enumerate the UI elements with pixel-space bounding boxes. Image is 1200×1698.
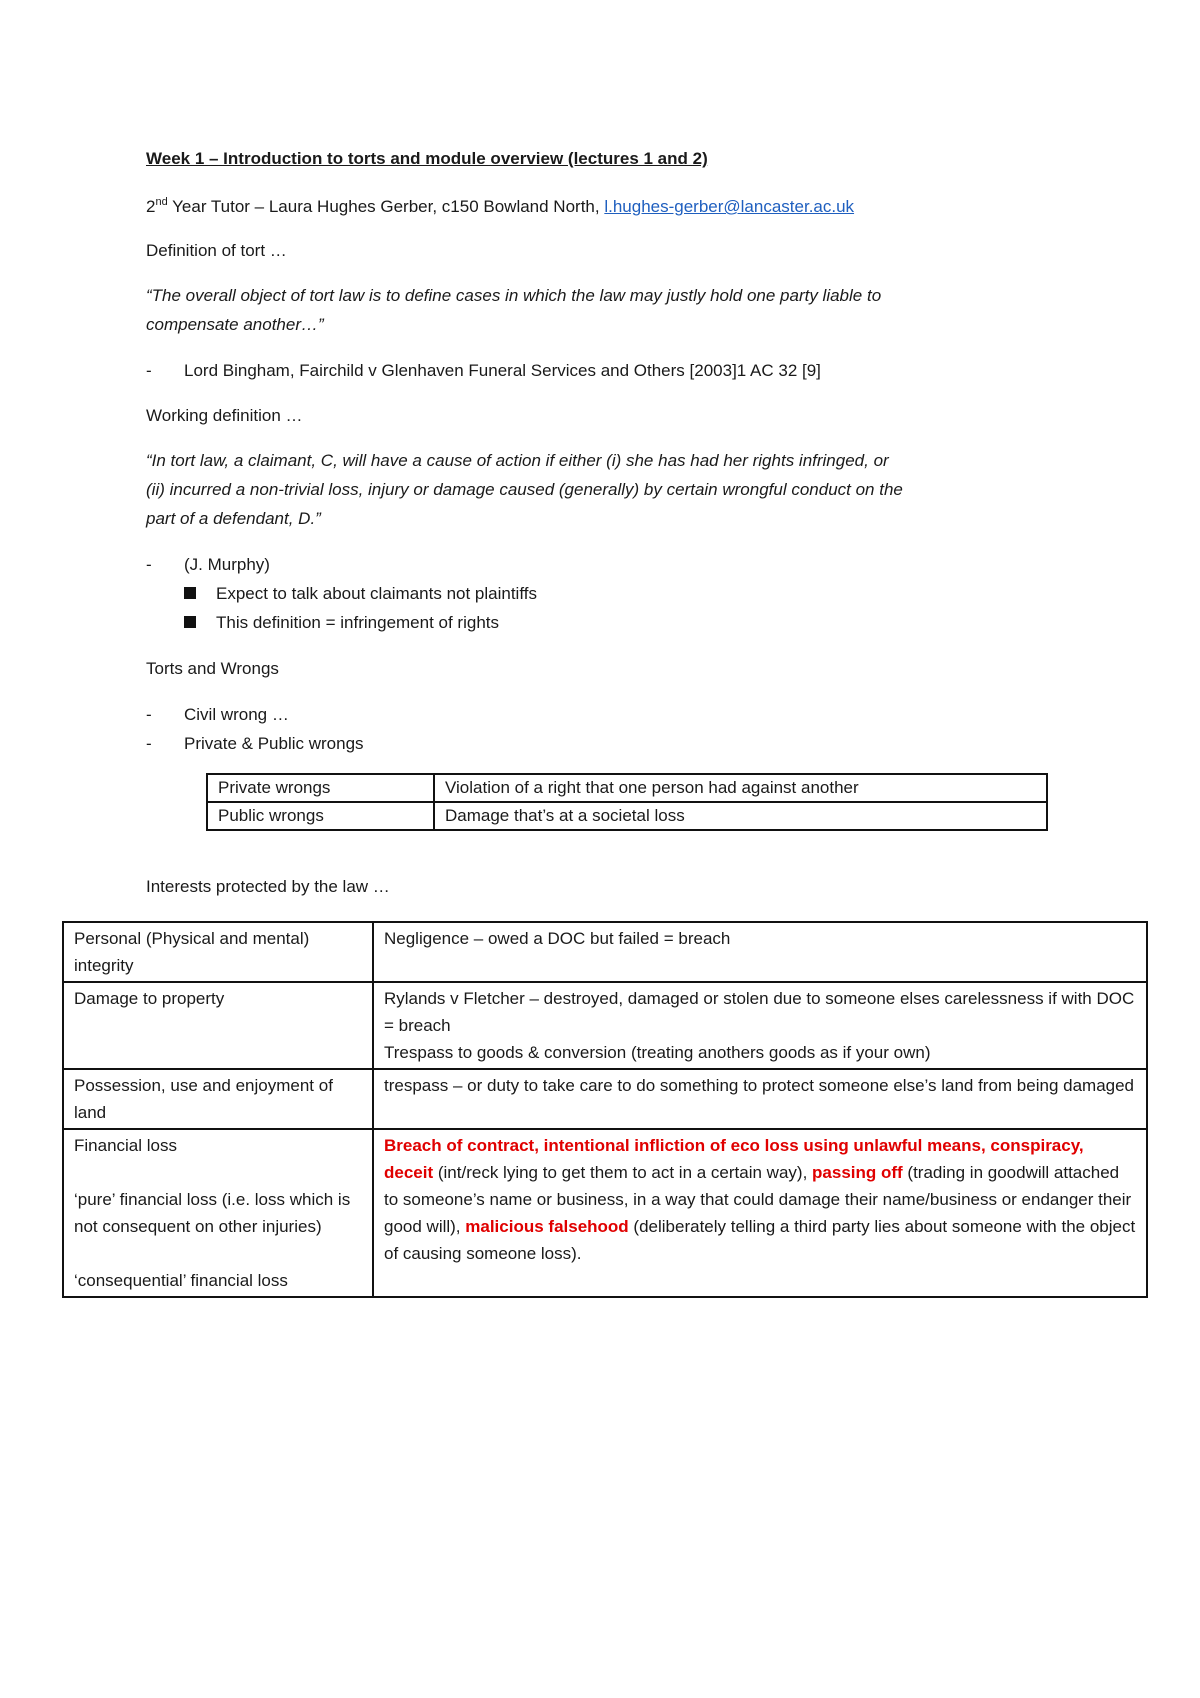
table-row bbox=[63, 1129, 1147, 1297]
quote2-line1: “In tort law, a claimant, C, will have a cause of action if either (i) she has had her rights infringed, or bbox=[146, 451, 889, 470]
table-cell: Damage that’s at a societal loss bbox=[434, 802, 1047, 830]
dash-marker: - bbox=[146, 555, 152, 574]
table-row bbox=[63, 982, 1147, 1069]
wrongs-list-text: Private & Public wrongs bbox=[184, 734, 364, 753]
table-row bbox=[207, 802, 1047, 830]
cell-paragraph: ‘consequential’ financial loss bbox=[74, 1271, 288, 1290]
wrongs-list-item bbox=[146, 704, 289, 726]
quote2-source-text: (J. Murphy) bbox=[184, 555, 270, 574]
quote1-line2: compensate another…” bbox=[146, 315, 324, 334]
table-row bbox=[63, 922, 1147, 982]
torts-wrongs-label: Torts and Wrongs bbox=[146, 659, 279, 678]
cell-paragraph: Trespass to goods & conversion (treating anothers goods as if your own) bbox=[384, 1043, 931, 1062]
table-cell: Violation of a right that one person had against another bbox=[434, 774, 1047, 802]
cell-paragraph: Financial loss bbox=[74, 1136, 177, 1155]
dash-marker: - bbox=[146, 705, 152, 724]
dash-marker: - bbox=[146, 361, 152, 380]
spacer bbox=[74, 1159, 362, 1186]
tutor-details: Year Tutor – Laura Hughes Gerber, c150 Bowland North, bbox=[167, 197, 605, 216]
wrongs-list-text: Civil wrong … bbox=[184, 705, 289, 724]
note-text: Expect to talk about claimants not plaintiffs bbox=[216, 584, 537, 603]
quote1-source bbox=[146, 360, 821, 382]
cell-paragraph: Rylands v Fletcher – destroyed, damaged or stolen due to someone elses carelessness if with DOC = breach bbox=[384, 989, 1135, 1035]
quote2-line3: part of a defendant, D.” bbox=[146, 509, 321, 528]
tutor-ordinal-suffix: nd bbox=[155, 196, 168, 208]
quote1-line1: “The overall object of tort law is to define cases in which the law may justly hold one party liable to bbox=[146, 286, 882, 305]
table-cell bbox=[63, 1129, 373, 1297]
table-cell: Damage to property bbox=[63, 982, 373, 1069]
wrongs-list-item bbox=[146, 733, 364, 755]
table-cell: Public wrongs bbox=[207, 802, 434, 830]
tutor-line bbox=[146, 196, 854, 218]
table-cell: Possession, use and enjoyment of land bbox=[63, 1069, 373, 1129]
cell-text: (int/reck lying to get them to act in a certain way), bbox=[433, 1163, 813, 1182]
note-text: This definition = infringement of rights bbox=[216, 613, 500, 632]
square-bullet-icon bbox=[184, 616, 196, 628]
tutor-email-link[interactable]: l.hughes-gerber@lancaster.ac.uk bbox=[604, 197, 855, 216]
highlighted-tort: malicious falsehood bbox=[465, 1217, 629, 1236]
dash-marker: - bbox=[146, 734, 152, 753]
quote1-source-text: Lord Bingham, Fairchild v Glenhaven Funeral Services and Others [2003]1 AC 32 [9] bbox=[184, 361, 821, 380]
table-cell: Personal (Physical and mental) integrity bbox=[63, 922, 373, 982]
table-cell: Private wrongs bbox=[207, 774, 434, 802]
square-bullet-icon bbox=[184, 587, 196, 599]
table-row bbox=[63, 1069, 1147, 1129]
spacer bbox=[74, 1240, 362, 1267]
cell-paragraph: ‘pure’ financial loss (i.e. loss which is not consequent on other injuries) bbox=[74, 1190, 351, 1236]
quote2-source bbox=[146, 554, 270, 576]
table-cell: Negligence – owed a DOC but failed = breach bbox=[373, 922, 1147, 982]
highlighted-tort: Breach of contract, intentional infliction of eco loss using unlawful means, conspiracy, deceit bbox=[384, 1136, 1084, 1182]
tutor-ordinal: 2 bbox=[146, 197, 156, 216]
table-cell bbox=[373, 1129, 1147, 1297]
cell-text: (deliberately telling a third party lies about someone with the object of causing someone loss). bbox=[384, 1217, 1136, 1263]
note-item bbox=[184, 612, 499, 634]
note-item bbox=[184, 583, 537, 605]
wrongs-table bbox=[206, 773, 1048, 831]
interests-label: Interests protected by the law … bbox=[146, 877, 390, 896]
table-row bbox=[207, 774, 1047, 802]
table-cell bbox=[373, 982, 1147, 1069]
highlighted-tort: passing off bbox=[812, 1163, 903, 1182]
cell-text: (trading in goodwill attached to someone’s name or business, in a way that could damage their name/business or endanger their good will), bbox=[384, 1163, 1132, 1236]
working-definition-label: Working definition … bbox=[146, 406, 303, 425]
quote2-line2: (ii) incurred a non-trivial loss, injury or damage caused (generally) by certain wrongful conduct on the bbox=[146, 480, 903, 499]
table-cell: trespass – or duty to take care to do something to protect someone else’s land from being damaged bbox=[373, 1069, 1147, 1129]
page-title: Week 1 – Introduction to torts and module overview (lectures 1 and 2) bbox=[146, 149, 708, 168]
definition-label: Definition of tort … bbox=[146, 241, 287, 260]
interests-table bbox=[62, 921, 1148, 1298]
